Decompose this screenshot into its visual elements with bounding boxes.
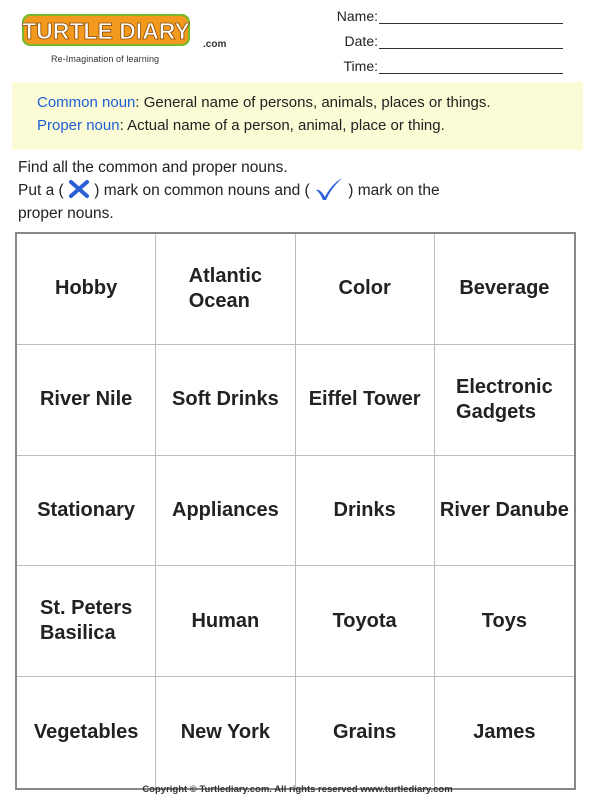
time-label: Time: [343,58,378,74]
name-label: Name: [336,8,378,24]
word-cell[interactable]: River Nile [17,345,156,456]
common-noun-term: Common noun [37,94,136,111]
word-cell[interactable]: Human [156,566,295,677]
common-noun-definition [37,94,491,111]
word-cell[interactable]: Appliances [156,456,295,567]
common-noun-text: : General name of persons, animals, places or things. [135,94,491,111]
instructions [18,157,558,225]
word-cell[interactable]: James [473,721,536,744]
logo-wordmark-icon [20,8,205,52]
word-cell[interactable]: Vegetables [17,677,156,788]
check-icon [314,177,344,201]
word-cell[interactable]: Atlantic Ocean [156,234,295,345]
instruction-part-c: ) mark on the [348,182,440,200]
word-cell[interactable]: Hobby [17,234,156,345]
word-cell[interactable]: Eiffel Tower [296,345,435,456]
word-grid [15,232,576,790]
word-cell[interactable]: Toyota [296,566,435,677]
time-line[interactable] [379,73,563,74]
proper-noun-term: Proper noun [37,117,120,134]
word-cell[interactable]: Toys [435,566,574,677]
copyright-footer: Copyright © Turtlediary.com. All rights reserved www.turtlediary.com [142,784,453,795]
date-field[interactable] [323,33,563,58]
tagline: Re-Imagination of learning [51,54,160,64]
time-field[interactable] [323,58,563,83]
proper-noun-definition [37,117,445,134]
cross-icon [68,179,90,199]
word-cell[interactable]: St. Peters Basilica [17,566,156,677]
word-cell[interactable]: River Danube [435,456,574,567]
turtle-diary-logo [20,8,227,64]
date-label: Date: [344,33,378,49]
word-cell[interactable]: Stationary [17,456,156,567]
word-cell[interactable]: Drinks [296,456,435,567]
instruction-line-2 [18,179,558,203]
name-line[interactable] [379,23,563,24]
instruction-line-3: proper nouns. [18,205,114,222]
name-field[interactable] [323,8,563,33]
word-cell[interactable]: Electronic Gadgets [435,345,574,456]
definitions-box [12,82,583,150]
word-cell[interactable]: New York [156,677,295,788]
word-cell[interactable]: Grains [296,677,435,788]
word-cell[interactable]: Color [296,234,435,345]
word-cell[interactable]: Beverage [435,234,574,345]
word-cell[interactable]: Soft Drinks [156,345,295,456]
instruction-part-b: ) mark on common nouns and ( [94,182,310,200]
logo-suffix: .com [203,39,227,50]
logo-text: TURTLE DIARY [22,18,190,44]
instruction-part-a: Put a ( [18,182,64,200]
instruction-line-1: Find all the common and proper nouns. [18,159,288,176]
date-line[interactable] [379,48,563,49]
proper-noun-text: : Actual name of a person, animal, place or thing. [119,117,445,134]
student-info-fields [323,8,563,83]
